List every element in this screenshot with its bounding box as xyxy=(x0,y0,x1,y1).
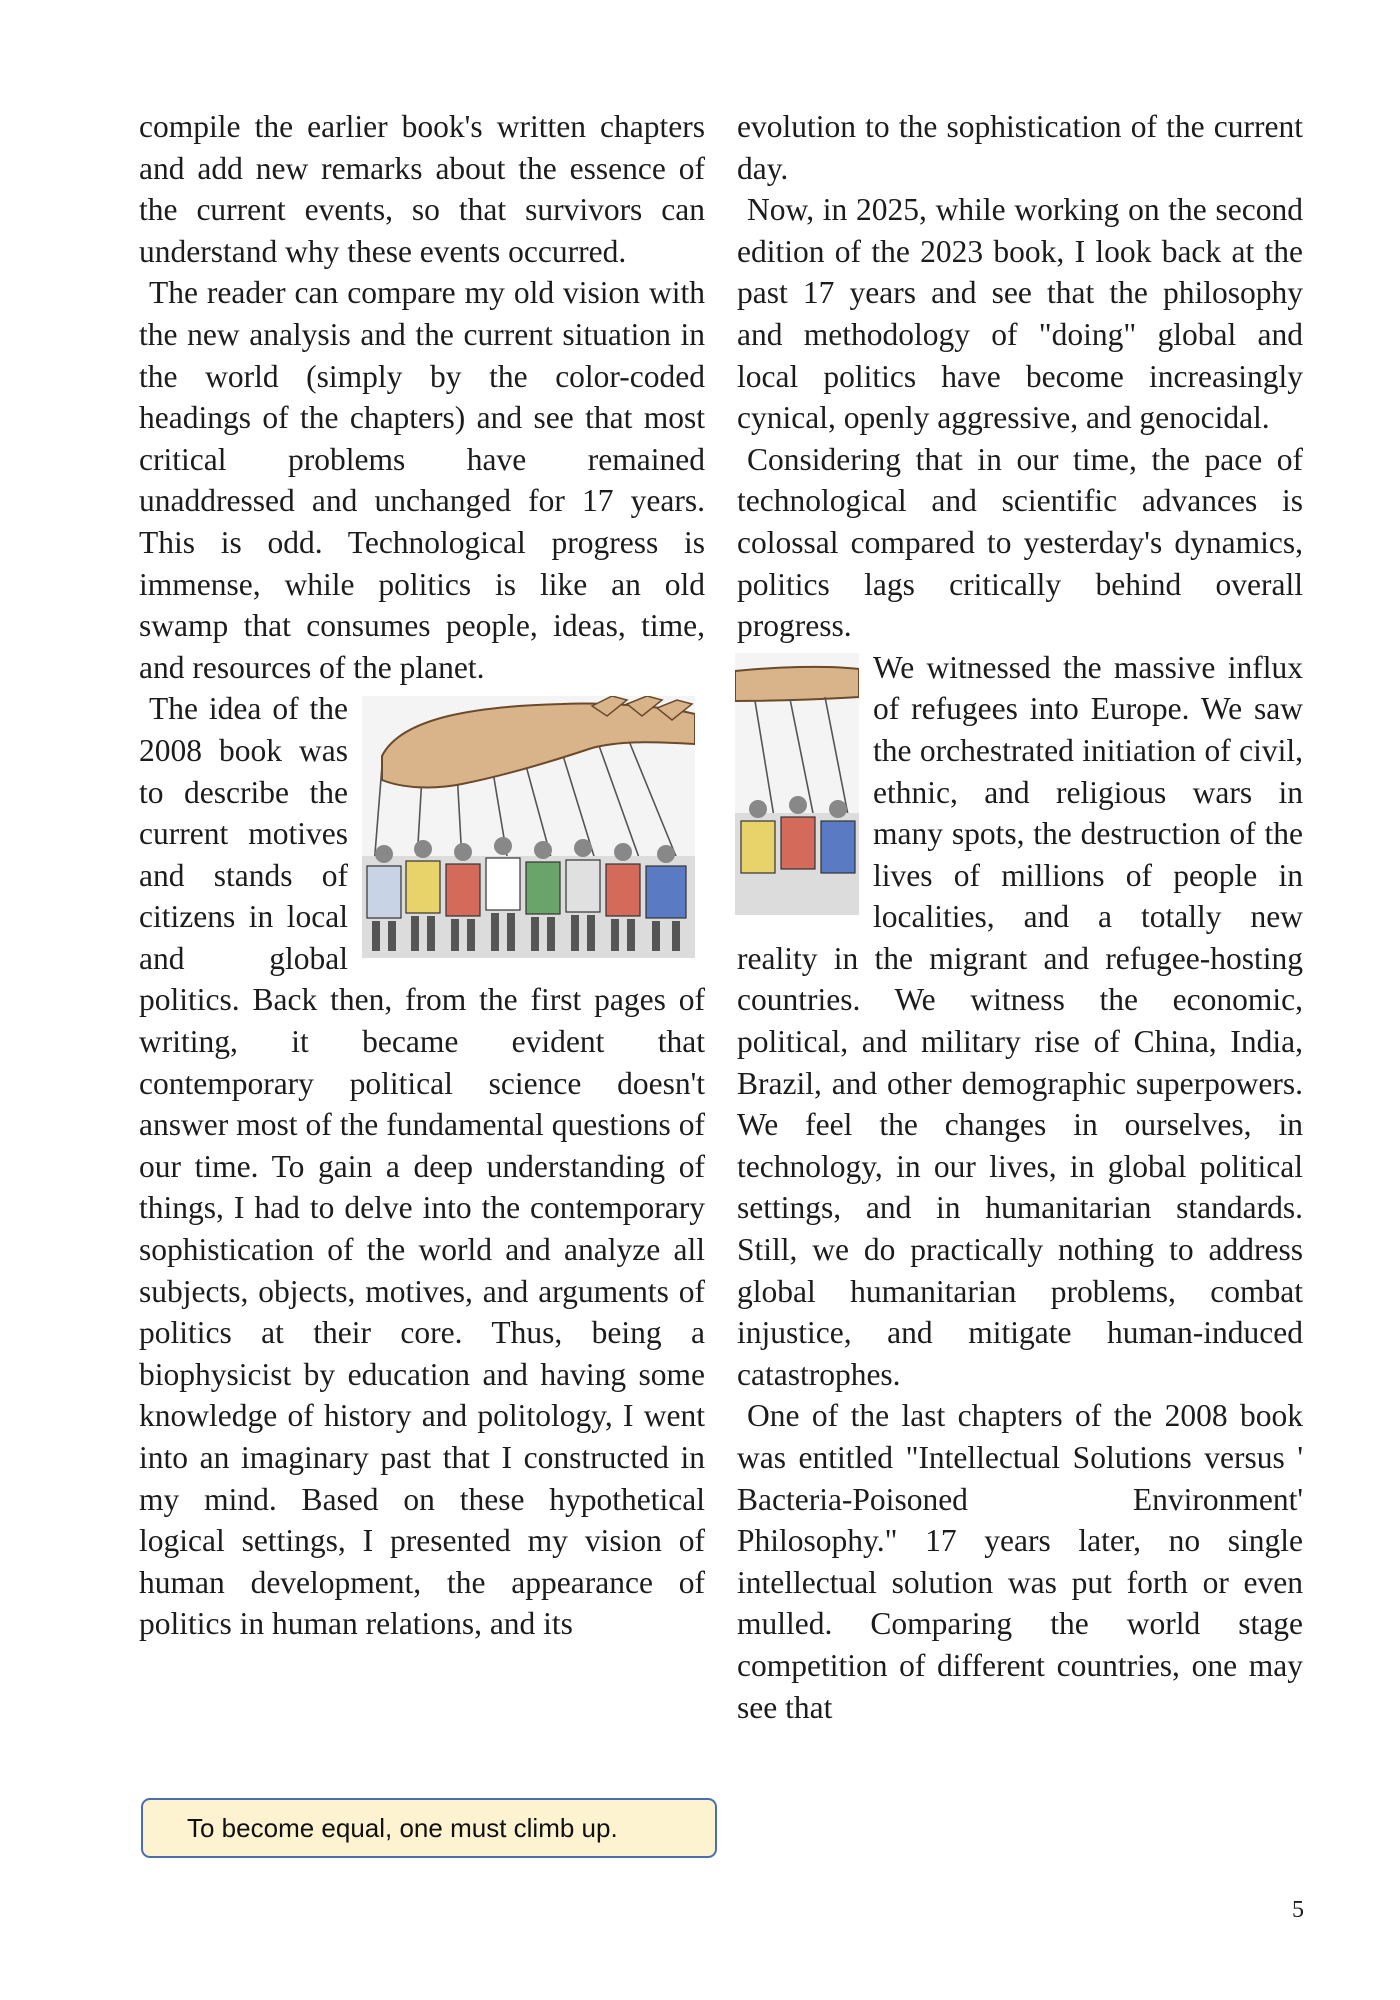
puppeteer-hand-icon xyxy=(362,696,695,958)
puppeteer-illustration-continuation xyxy=(735,653,859,915)
paragraph: compile the earlier book's written chapters and add new remarks about the essence of the current events, so that survivors can understand why these events occurred. xyxy=(139,109,705,269)
paragraph: One of the last chapters of the 2008 book was entitled "Intellectual Solutions versus ' Bacteria-Poisoned Environment' Philosophy." 17 years later, no single intellectual solution was put forth or even mulled. Comparing the world stage competition of different countries, one may see that xyxy=(737,1398,1303,1725)
paragraph: evolution to the sophistication of the current day. xyxy=(737,109,1303,186)
puppeteer-illustration xyxy=(362,696,695,958)
page-number: 5 xyxy=(1292,1897,1304,1923)
paragraph: The reader can compare my old vision with the new analysis and the current situation in the world (simply by the color-coded headings of the chapters) and see that most critical problems have remained unaddressed and unchanged for 17 years. This is odd. Technological progress is immense, while politics is like an old swamp that consumes people, ideas, time, and resources of the planet. xyxy=(139,275,705,685)
paragraph: Considering that in our time, the pace of technological and scientific advances is colossal compared to yesterday's dynamics, politics lags critically behind overall progress. xyxy=(737,441,1303,644)
paragraph: Now, in 2025, while working on the second edition of the 2023 book, I look back at the past 17 years and see that the philosophy and methodology of "doing" global and local politics have become increasingly cynical, openly aggressive, and genocidal. xyxy=(737,192,1303,436)
puppeteer-hand-icon xyxy=(735,653,859,915)
quote-text: To become equal, one must climb up. xyxy=(187,1812,618,1843)
paragraph: We witnessed the massive influx of refugees into Europe. We saw the orchestrated initiation of civil, ethnic, and religious wars in many spots, the destruction of the lives of millions of people in localities, and a totally new reality in the migrant and refugee-hosting countries. We witness the economic, political, and military rise of China, India, Brazil, and other demographic superpowers. We feel the changes in ourselves, in technology, in our lives, in global political settings, and in humanitarian standards. Still, we do practically nothing to address global humanitarian problems, combat injustice, and mitigate human-induced catastrophes. xyxy=(737,649,1303,1392)
left-column xyxy=(139,106,705,1645)
paragraph: The idea of the 2008 book was to describe the current motives and stands of citizens in local and global politics. Back then, from the first pages of writing, it became evident that contemporary political science doesn't answer most of the fundamental questions of our time. To gain a deep understanding of things, I had to delve into the contemporary sophistication of the world and analyze all subjects, objects, motives, and arguments of politics at their core. Thus, being a biophysicist by education and having some knowledge of history and politology, I went into an imaginary past that I constructed in my mind. Based on these hypothetical logical settings, I presented my vision of human development, the appearance of politics in human relations, and its xyxy=(139,691,705,1642)
quote-callout-box xyxy=(141,1798,717,1858)
right-column xyxy=(737,106,1303,1728)
